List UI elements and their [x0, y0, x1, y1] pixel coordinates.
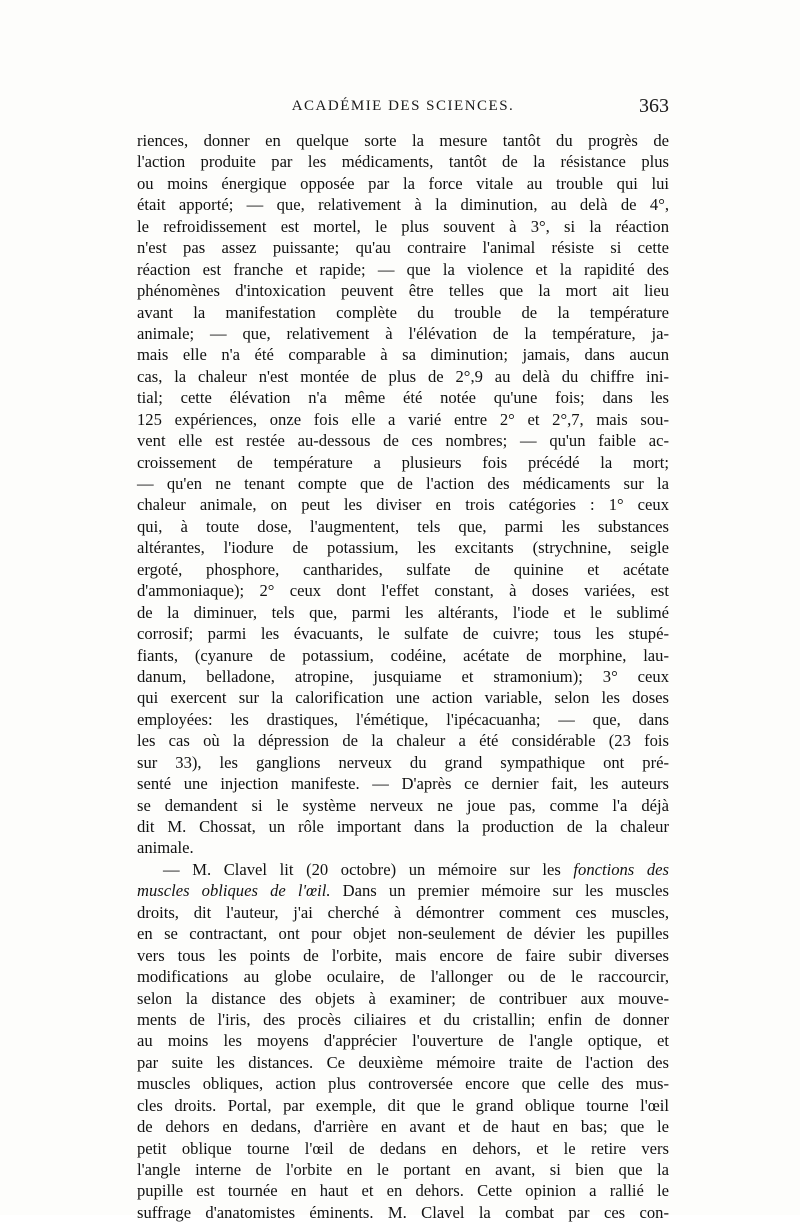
text-line: d'ammoniaque); 2° ceux dont l'effet constant, à doses variées, est	[137, 581, 669, 601]
text-line: 125 expériences, onze fois elle a varié entre 2° et 2°,7, mais sou-	[137, 409, 669, 429]
text-line: qui, à toute dose, l'augmentent, tels que, parmi les substances	[137, 516, 669, 536]
text-line: pupille est tournée en haut et en dehors. Cette opinion a rallié le	[137, 1181, 669, 1201]
text-line: ergoté, phosphore, cantharides, sulfate de quinine et acétate	[137, 559, 669, 579]
text-line: danum, belladone, atropine, jusquiame et stramonium); 3° ceux	[137, 666, 669, 686]
text-line: cles droits. Portal, par exemple, dit que le grand oblique tourne l'œil	[137, 1095, 669, 1115]
text-line: l'action produite par les médicaments, tantôt de la résistance plus	[137, 152, 669, 172]
memoir-title-part: muscles obliques de l'œil.	[137, 881, 331, 901]
text-line: fiants, (cyanure de potassium, codéine, acétate de morphine, lau-	[137, 645, 669, 665]
text-line: animale.	[137, 838, 194, 858]
text-line: droits, dit l'auteur, j'ai cherché à démontrer comment ces muscles,	[137, 902, 669, 922]
text-line: employées: les drastiques, l'émétique, l'ipécacuanha; — que, dans	[137, 709, 669, 729]
text-line: vers tous les points de l'orbite, mais encore de faire subir diverses	[137, 945, 669, 965]
text-line: avant la manifestation complète du trouble de la température	[137, 302, 669, 322]
text-line: — qu'en ne tenant compte que de l'action des médicaments sur la	[137, 474, 669, 493]
text-line: le refroidissement est mortel, le plus souvent à 3°, si la réaction	[137, 216, 669, 236]
text-line: l'angle interne de l'orbite en le portant en avant, si bien que la	[137, 1160, 669, 1179]
text-line: de la diminuer, tels que, parmi les altérants, l'iode et le sublimé	[137, 602, 669, 622]
text-line: réaction est franche et rapide; — que la violence et la rapidité des	[137, 259, 669, 279]
text-line: senté une injection manifeste. — D'après ce dernier fait, les auteurs	[137, 774, 669, 794]
text-line: n'est pas assez puissante; qu'au contraire l'animal résiste si cette	[137, 238, 669, 258]
page-header	[137, 95, 669, 122]
text-line: était apporté; — que, relativement à la diminution, au delà de 4°,	[137, 195, 669, 215]
line-part: Dans un premier mémoire sur les muscles	[342, 881, 669, 901]
text-line: par suite les distances. Ce deuxième mémoire traite de l'action des	[137, 1052, 669, 1072]
line-part: — M. Clavel lit (20 octobre) un mémoire sur les	[163, 859, 561, 879]
text-line: suffrage d'anatomistes éminents. M. Clavel la combat par ces con-	[137, 1202, 669, 1222]
text-line: animale; — que, relativement à l'élévation de la température, ja-	[137, 323, 669, 343]
text-line: tial; cette élévation n'a même été notée qu'une fois; dans les	[137, 388, 669, 408]
text-line: sur 33), les ganglions nerveux du grand sympathique ont pré-	[137, 752, 669, 772]
text-line: au moins les moyens d'apprécier l'ouverture de l'angle optique, et	[137, 1031, 669, 1051]
text-line: riences, donner en quelque sorte la mesure tantôt du progrès de	[137, 131, 669, 150]
text-line	[137, 880, 669, 901]
text-line: altérantes, l'iodure de potassium, les excitants (strychnine, seigle	[137, 538, 669, 558]
text-line: les cas où la dépression de la chaleur a été considérable (23 fois	[137, 731, 669, 751]
text-line: de dehors en dedans, d'arrière en avant et de haut en bas; que le	[137, 1117, 669, 1137]
text-line: petit oblique tourne l'œil de dedans en dehors, et le retire vers	[137, 1138, 669, 1158]
text-line: phénomènes d'intoxication peuvent être telles que la mort ait lieu	[137, 281, 669, 301]
text-line: ments de l'iris, des procès ciliaires et du cristallin; enfin de donner	[137, 1009, 669, 1029]
text-line: se demandent si le système nerveux ne joue pas, comme l'a déjà	[137, 795, 669, 815]
text-line: cas, la chaleur n'est montée de plus de 2°,9 au delà du chiffre ini-	[137, 366, 669, 386]
text-line: qui exercent sur la calorification une action variable, selon les doses	[137, 688, 669, 708]
text-line: en se contractant, ont pour objet non-seulement de dévier les pupilles	[137, 924, 669, 944]
text-line: vent elle est restée au-dessous de ces nombres; — qu'un faible ac-	[137, 431, 669, 451]
text-line: corrosif; parmi les évacuants, le sulfate de cuivre; tous les stupé-	[137, 624, 669, 644]
text-line: chaleur animale, on peut les diviser en trois catégories : 1° ceux	[137, 495, 669, 515]
text-line: muscles obliques, action plus controversée encore que celle des mus-	[137, 1074, 669, 1094]
body-text	[137, 130, 669, 1223]
text-line: ou moins énergique opposée par la force vitale au trouble qui lui	[137, 173, 669, 193]
running-title: ACADÉMIE DES SCIENCES.	[291, 98, 515, 114]
text-line: mais elle n'a été comparable à sa diminution; jamais, dans aucun	[137, 345, 669, 365]
text-line	[137, 859, 669, 880]
page-number: 363	[639, 95, 669, 117]
text-line: croissement de température a plusieurs fois précédé la mort;	[137, 452, 669, 472]
memoir-title-part: fonctions des	[573, 859, 669, 879]
text-line: selon la distance des objets à examiner; de contribuer aux mouve-	[137, 988, 669, 1008]
text-line: dit M. Chossat, un rôle important dans la production de la chaleur	[137, 817, 669, 836]
text-line: modifications au globe oculaire, de l'allonger ou de le raccourcir,	[137, 967, 669, 987]
